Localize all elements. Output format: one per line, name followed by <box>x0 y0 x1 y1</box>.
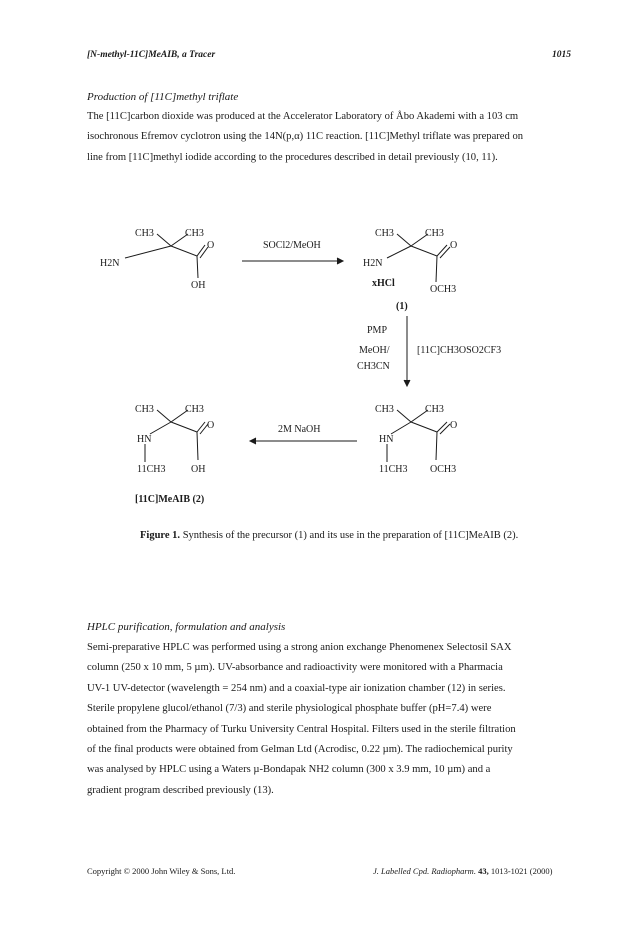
salt-label: xHCl <box>372 278 395 289</box>
carbonyl-oxygen-label: O <box>207 420 215 431</box>
paragraph-line: of the final products were obtained from Gelman Ltd (Acrodisc, 0.22 µm). The radiochemical purity <box>87 744 513 756</box>
paragraph-line: line from [11C]methyl iodide according to the procedures described in detail previously (10, 11). <box>87 151 498 163</box>
figure-label: Figure 1. <box>140 530 181 541</box>
paragraph-line: obtained from the Pharmacy of Turku University Central Hospital. Filters used in the sterile filtration <box>87 723 516 735</box>
amine-label: HN <box>379 434 394 445</box>
section-title-methyl-triflate: Production of [11C]methyl triflate <box>87 91 239 103</box>
paragraph-line: Semi-preparative HPLC was performed using a strong anion exchange Phenomenex Selectosil SAX <box>87 642 512 653</box>
methyl-label: CH3 <box>185 404 204 415</box>
methyl-label: CH3 <box>185 228 204 239</box>
methyl-label: CH3 <box>135 404 154 415</box>
compound-2 <box>135 404 214 505</box>
footer-citation <box>373 866 552 876</box>
reagent-socl2: SOCl2/MeOH <box>263 240 321 251</box>
amine-label: H2N <box>363 258 383 269</box>
reagent-ch3cn: CH3CN <box>357 361 390 372</box>
carbonyl-oxygen-label: O <box>450 240 458 251</box>
compound-1-label: (1) <box>396 301 408 312</box>
amine-label: H2N <box>100 258 120 269</box>
paragraph-line: Sterile propylene glucol/ethanol (7/3) and sterile physiological phosphate buffer (pH=7.4) were <box>87 703 492 715</box>
page-number: 1015 <box>552 50 571 60</box>
methyl-label: CH3 <box>375 404 394 415</box>
reaction-scheme <box>95 206 565 526</box>
hydroxyl-label: OH <box>191 280 206 291</box>
compound-2-label: [11C]MeAIB (2) <box>135 494 205 505</box>
compound-n-methyl-ester <box>375 404 457 475</box>
reagent-meoh: MeOH/ <box>359 345 390 356</box>
reagent-naoh: 2M NaOH <box>278 424 321 435</box>
compound-aib <box>100 228 214 291</box>
paragraph-hplc <box>87 638 549 801</box>
carbonyl-oxygen-label: O <box>207 240 215 251</box>
paragraph-line: was analysed by HPLC using a Waters µ-Bondapak NH2 column (300 x 3.9 mm, 10 µm) and a <box>87 764 491 776</box>
journal-pages: 1013-1021 (2000) <box>490 866 553 876</box>
paragraph-methyl-triflate <box>87 107 549 168</box>
hydroxyl-label: OH <box>191 464 206 475</box>
reagent-methyl-triflate: [11C]CH3OSO2CF3 <box>417 345 502 356</box>
paragraph-line: isochronous Efremov cyclotron using the 14N(p,α) 11C reaction. [11C]Methyl triflate was prepared on <box>87 131 524 143</box>
journal-name: J. Labelled Cpd. Radiopharm. <box>373 866 476 876</box>
paragraph-line: column (250 x 10 mm, 5 µm). UV-absorbance and radioactivity were monitored with a Pharmacia <box>87 662 503 674</box>
paragraph-line: UV-1 UV-detector (wavelength = 254 nm) and a coaxial-type air ionization chamber (12) in series. <box>87 682 506 694</box>
methyl-label: CH3 <box>135 228 154 239</box>
footer-copyright: Copyright © 2000 John Wiley & Sons, Ltd. <box>87 866 236 876</box>
methyl-label: CH3 <box>425 404 444 415</box>
amine-label: HN <box>137 434 152 445</box>
methyl-label: CH3 <box>425 228 444 239</box>
methoxy-label: OCH3 <box>430 464 457 475</box>
c11-methyl-label: 11CH3 <box>137 464 166 475</box>
running-header-left: [N-methyl-11C]MeAIB, a Tracer <box>87 50 216 60</box>
section-title-hplc: HPLC purification, formulation and analysis <box>87 621 286 633</box>
compound-1 <box>363 228 457 312</box>
paragraph-line: gradient program described previously (13). <box>87 784 274 796</box>
figure-caption-text: Synthesis of the precursor (1) and its use in the preparation of [11C]MeAIB (2). <box>182 530 519 541</box>
reagent-pmp: PMP <box>367 325 388 336</box>
paragraph-line: The [11C]carbon dioxide was produced at the Accelerator Laboratory of Åbo Akademi with a 103 cm <box>87 111 519 122</box>
methyl-label: CH3 <box>375 228 394 239</box>
c11-methyl-label: 11CH3 <box>379 464 408 475</box>
methoxy-label: OCH3 <box>430 284 457 295</box>
figure-caption <box>140 530 518 541</box>
journal-volume: 43, <box>478 866 489 876</box>
carbonyl-oxygen-label: O <box>450 420 458 431</box>
